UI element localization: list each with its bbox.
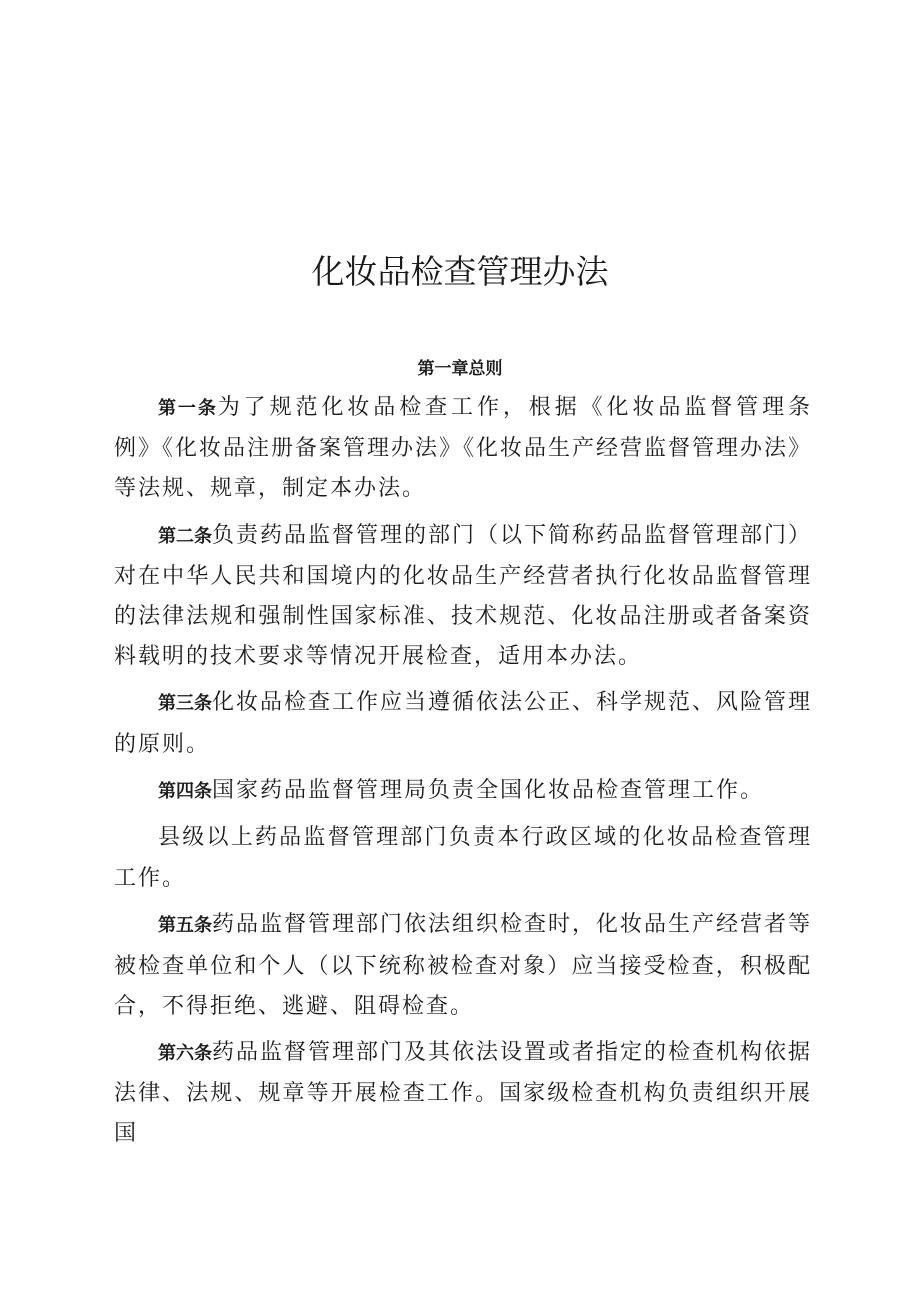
chapter-heading: 第一章总则 [417,359,503,379]
article-text: 负责药品监督管理的部门（以下简称药品监督管理部门）对在中华人民共和国境内的化妆品生产经营者执行化妆品监督管理的法律法规和强制性国家标准、技术规范、化妆品注册或者备案资料载明的技术要求等情况开展检查，适用本办法。 [114,522,813,670]
article-text: 药品监督管理部门及其依法设置或者指定的检查机构依据法律、法规、规章等开展检查工作。国家级检查机构负责组织开展国 [114,1040,813,1147]
article-paragraph [114,905,812,1027]
article-number: 第四条 [158,780,212,802]
article-paragraph [114,683,812,764]
article-number: 第二条 [158,525,212,547]
article-number: 第六条 [158,1043,212,1065]
article-paragraph [114,388,812,510]
article-paragraph [114,1033,812,1155]
article-number: 第五条 [158,915,212,937]
article-number: 第一条 [158,398,218,419]
article-text: 药品监督管理部门依法组织检查时，化妆品生产经营者等被检查单位和个人（以下统称被检查对象）应当接受检查，积极配合，不得拒绝、逃避、阻碍检查。 [114,912,813,1019]
article-text: 化妆品检查工作应当遵循依法公正、科学规范、风险管理的原则。 [114,690,813,757]
article-number: 第三条 [158,693,212,715]
document-body [114,388,812,1161]
document-title: 化妆品检查管理办法 [311,252,609,291]
article-paragraph [114,516,812,678]
article-text: 为了规范化妆品检查工作，根据《化妆品监督管理条例》《化妆品注册备案管理办法》《化妆品生产经营监督管理办法》等法规、规章，制定本办法。 [114,395,813,502]
article-paragraph [114,771,812,812]
article-text: 国家药品监督管理局负责全国化妆品检查管理工作。 [212,777,765,803]
article-text: 县级以上药品监督管理部门负责本行政区域的化妆品检查管理工作。 [114,825,812,892]
article-paragraph [114,818,812,899]
